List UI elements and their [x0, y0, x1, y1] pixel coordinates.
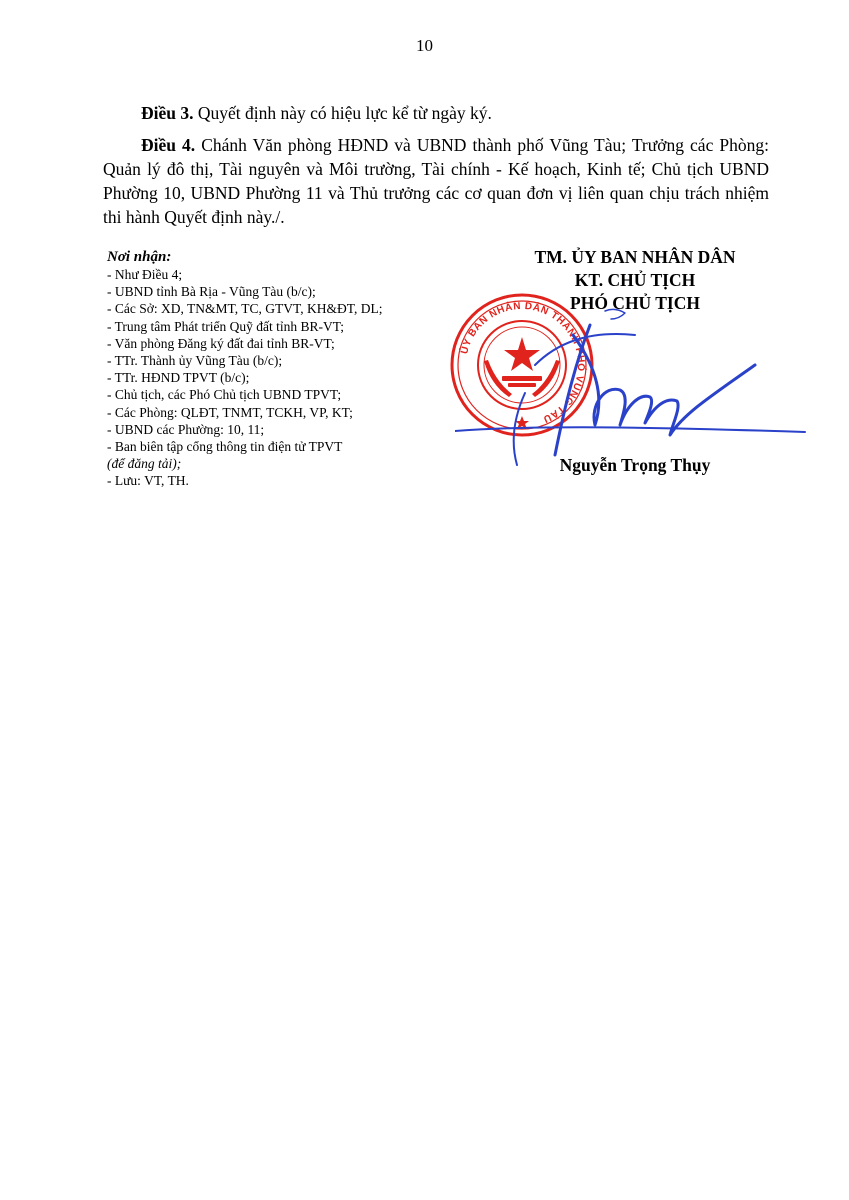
recipients-title: Nơi nhận: [107, 249, 172, 265]
article-4-text: Chánh Văn phòng HĐND và UBND thành phố Vũng Tàu; Trưởng các Phòng: Quản lý đô thị, Tài nguyên và Môi trường, Tài chính - Kế hoạch, Kinh tế; Chủ tịch UBND Phường 10, UBND Phường 11 và Thủ trưởng các cơ quan đơn vị liên quan chịu trách nhiệm thi hành Quyết định này./. [103, 135, 769, 227]
recipient-item: - Các Phòng: QLĐT, TNMT, TCKH, VP, KT; [107, 404, 353, 420]
page-number: 10 [416, 36, 433, 55]
recipient-note: (để đăng tải); [107, 456, 182, 472]
article-4 [103, 133, 769, 229]
signer-name: Nguyễn Trọng Thụy [559, 455, 711, 475]
recipient-item: - TTr. Thành ủy Vũng Tàu (b/c); [107, 353, 283, 369]
seal-text: ỦY BAN NHÂN DÂN THÀNH PHỐ VŨNG TÀU [459, 300, 587, 425]
recipient-item: - Các Sở: XD, TN&MT, TC, GTVT, KH&ĐT, DL; [107, 301, 383, 317]
recipient-item: - TTr. HĐND TPVT (b/c); [107, 370, 250, 386]
recipient-item: - Lưu: VT, TH. [107, 473, 189, 489]
recipients-list [107, 248, 447, 490]
signature-title-line1: TM. ỦY BAN NHÂN DÂN [534, 247, 736, 267]
article-3-lead: Điều 3. [141, 103, 194, 123]
recipient-item: - Như Điều 4; [107, 267, 183, 282]
article-4-lead: Điều 4. [141, 135, 196, 155]
recipient-item: - Chủ tịch, các Phó Chủ tịch UBND TPVT; [107, 387, 342, 403]
recipient-item: - Văn phòng Đăng ký đất đai tỉnh BR-VT; [107, 335, 335, 351]
article-3 [103, 101, 769, 125]
recipient-item: - Trung tâm Phát triển Quỹ đất tỉnh BR-VT; [107, 318, 345, 334]
recipient-item: - UBND tỉnh Bà Rịa - Vũng Tàu (b/c); [107, 284, 316, 300]
recipient-item: - Ban biên tập cổng thông tin điện tử TPVT [107, 439, 343, 455]
signature-title-line3: PHÓ CHỦ TỊCH [570, 293, 700, 313]
article-3-text: Quyết định này có hiệu lực kể từ ngày ký. [193, 103, 492, 123]
handwritten-signature-icon [455, 305, 815, 475]
signature-title-line2: KT. CHỦ TỊCH [574, 270, 696, 290]
recipient-item: - UBND các Phường: 10, 11; [107, 421, 265, 437]
